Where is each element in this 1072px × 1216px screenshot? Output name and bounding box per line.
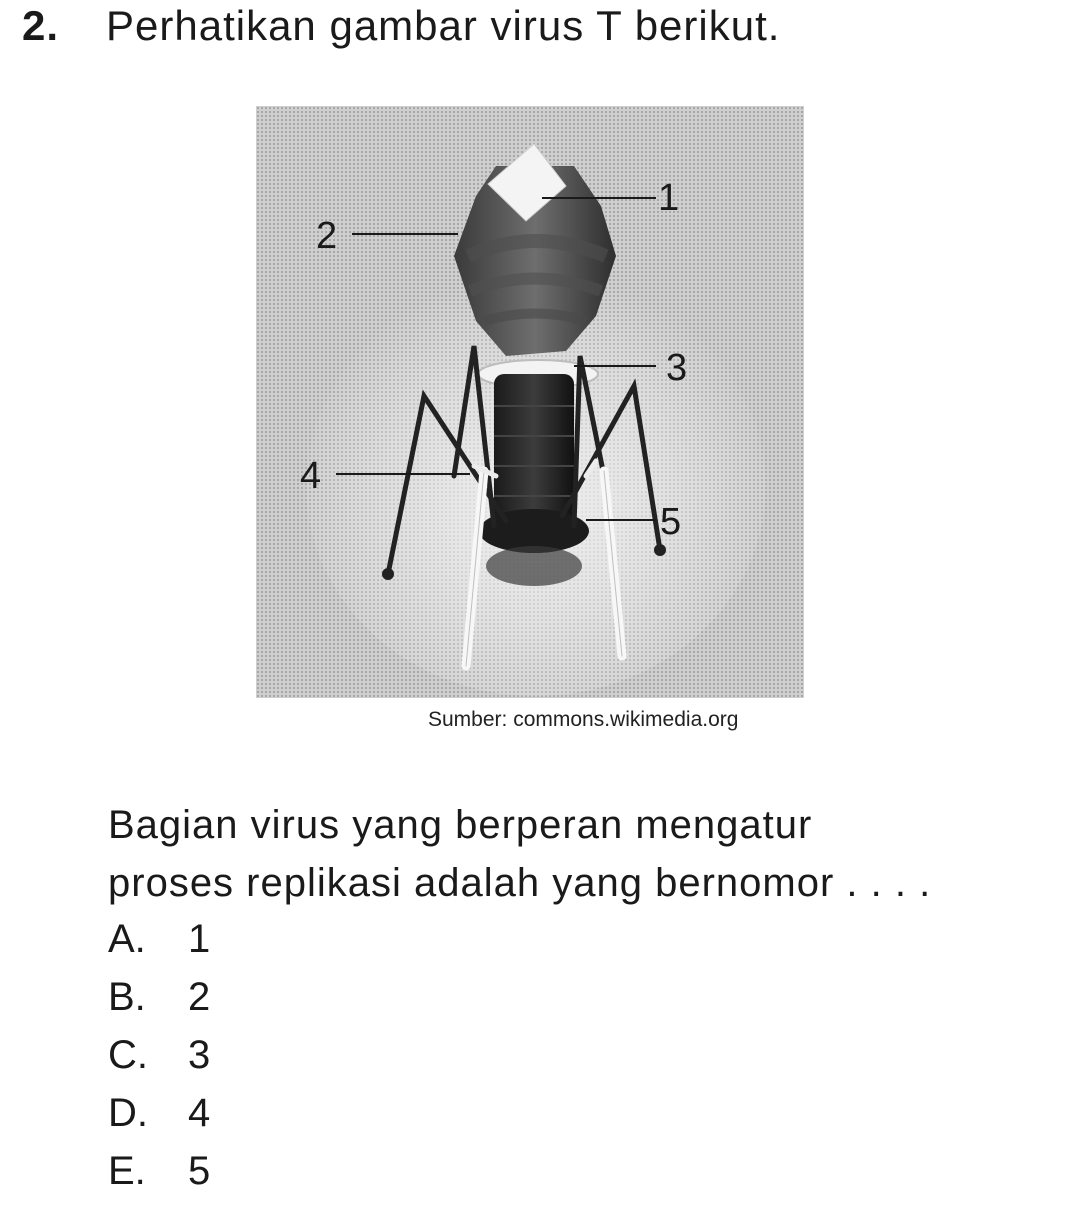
question-body xyxy=(108,796,1058,912)
virus-figure xyxy=(256,106,804,698)
option-letter: C. xyxy=(108,1033,148,1077)
option-d[interactable] xyxy=(108,1084,210,1142)
option-letter: E. xyxy=(108,1149,146,1193)
option-c[interactable] xyxy=(108,1026,210,1084)
label-5: 5 xyxy=(660,501,682,543)
bacteriophage-illustration xyxy=(256,106,804,698)
label-3: 3 xyxy=(666,347,688,389)
option-value: 3 xyxy=(188,1033,211,1077)
label-1: 1 xyxy=(658,177,680,219)
question-body-line-1: Bagian virus yang berperan mengatur xyxy=(108,803,813,847)
tail-sheath xyxy=(494,374,574,524)
label-4: 4 xyxy=(300,455,322,497)
option-value: 1 xyxy=(188,917,211,961)
question-prompt: Perhatikan gambar virus T berikut. xyxy=(106,2,781,49)
option-letter: B. xyxy=(108,975,146,1019)
option-value: 2 xyxy=(188,975,211,1019)
label-2: 2 xyxy=(316,215,338,257)
option-a[interactable] xyxy=(108,910,210,968)
option-value: 4 xyxy=(188,1091,211,1135)
option-letter: D. xyxy=(108,1091,148,1135)
image-source: Sumber: commons.wikimedia.org xyxy=(428,708,739,731)
option-b[interactable] xyxy=(108,968,210,1026)
option-letter: A. xyxy=(108,917,146,961)
option-e[interactable] xyxy=(108,1142,210,1200)
question-number: 2. xyxy=(22,2,60,49)
option-value: 5 xyxy=(188,1149,211,1193)
answer-options xyxy=(108,910,210,1200)
question-body-line-2: proses replikasi adalah yang bernomor . . . . xyxy=(108,861,932,905)
